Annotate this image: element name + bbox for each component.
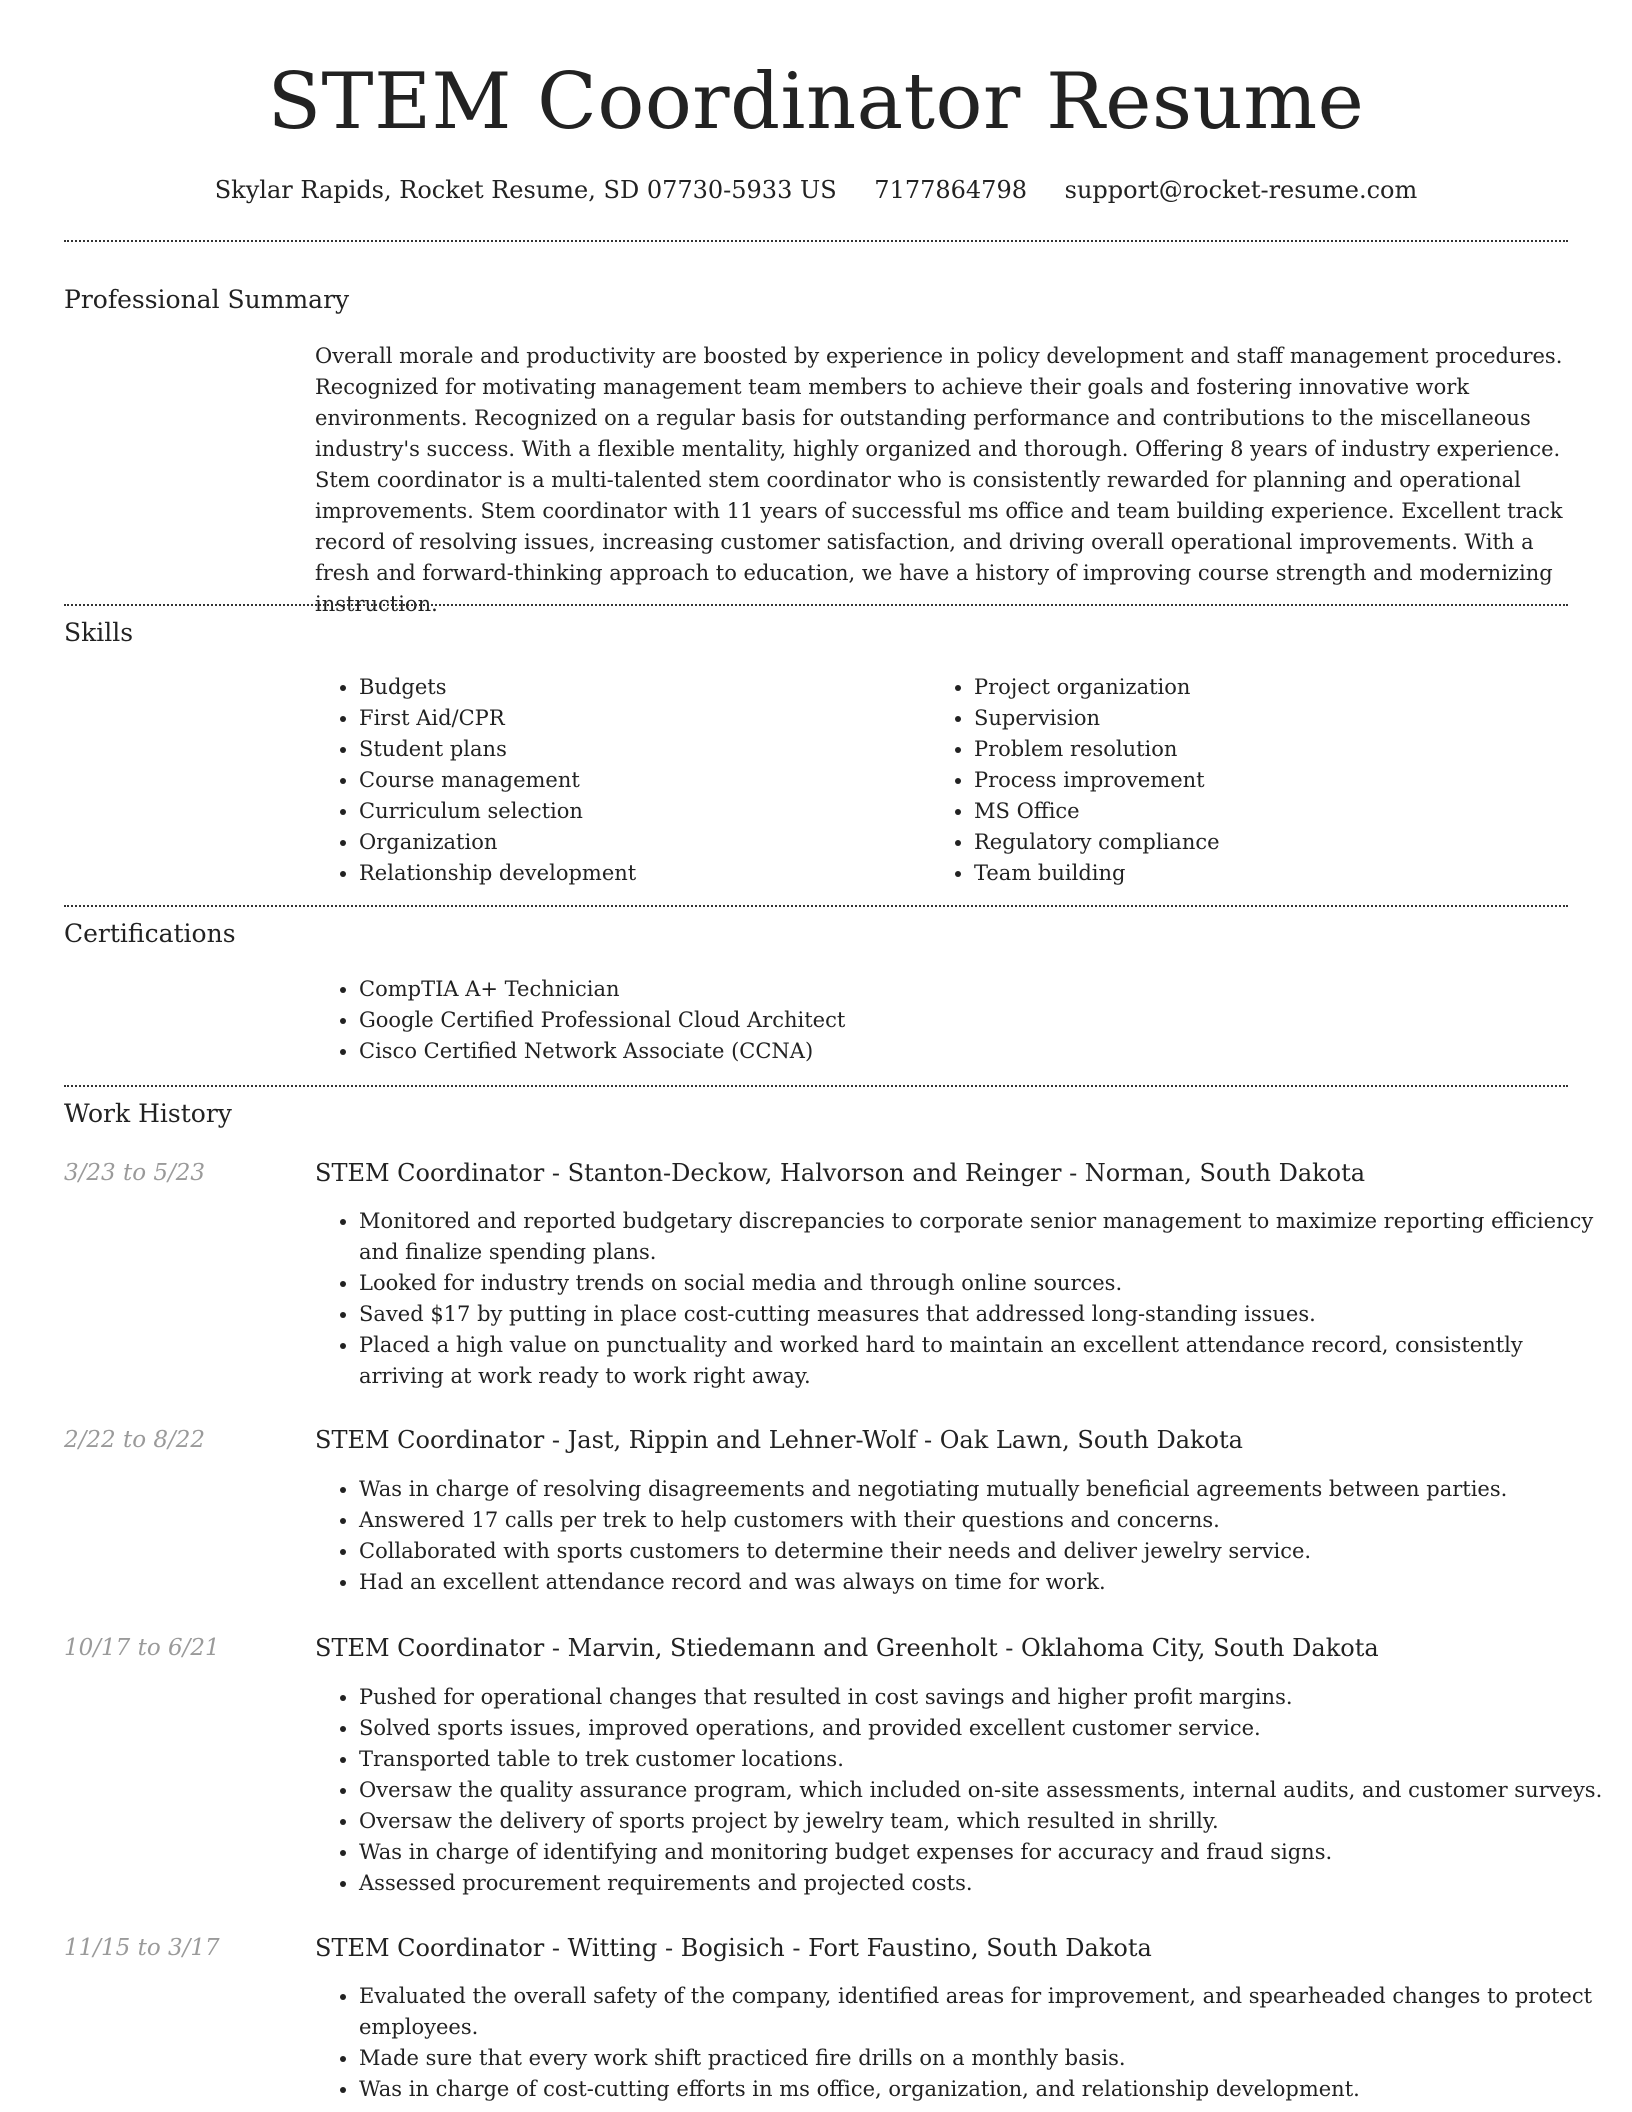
section-title-summary: Professional Summary: [64, 285, 350, 314]
skill-item: • Budgets: [359, 672, 919, 703]
certification-item: • CompTIA A+ Technician: [359, 974, 1559, 1005]
job-date: 10/17 to 6/21: [64, 1635, 220, 1661]
job-bullets: [315, 1206, 1612, 1392]
job-bullets: [315, 1474, 1612, 1598]
job-title: STEM Coordinator - Marvin, Stiedemann and Greenholt - Oklahoma City, South Dakota: [315, 1634, 1379, 1662]
job-date: 2/22 to 8/22: [64, 1427, 206, 1453]
skill-item: • Student plans: [359, 734, 919, 765]
certification-item: • Cisco Certified Network Associate (CCNA): [359, 1036, 1559, 1067]
job-title: STEM Coordinator - Stanton-Deckow, Halvorson and Reinger - Norman, South Dakota: [315, 1159, 1366, 1187]
skill-item: • Relationship development: [359, 858, 919, 889]
contact-address: Skylar Rapids, Rocket Resume, SD 07730-5933 US: [214, 176, 837, 204]
divider: [64, 1085, 1568, 1087]
section-title-work-history: Work History: [64, 1099, 232, 1128]
job-date: 3/23 to 5/23: [64, 1160, 206, 1186]
summary-text: Overall morale and productivity are boosted by experience in policy development and staff management procedures. Recognized for motivating management team members to achieve their goals and fostering innovative work environments. Recognized on a regular basis for outstanding performance and contributions to the miscellaneous industry's success. With a flexible mentality, highly organized and thorough. Offering 8 years of industry experience. Stem coordinator is a multi-talented stem coordinator who is consistently rewarded for planning and operational improvements. Stem coordinator with 11 years of successful ms office and team building experience. Excellent track record of resolving issues, increasing customer satisfaction, and driving overall operational improvements. With a fresh and forward-thinking approach to education, we have a history of improving course strength and modernizing instruction.: [315, 344, 1563, 616]
job-bullet: • Made sure that every work shift practiced fire drills on a monthly basis.: [359, 2043, 1612, 2074]
certification-item: • Google Certified Professional Cloud Architect: [359, 1005, 1559, 1036]
skill-item: • Curriculum selection: [359, 796, 919, 827]
skill-item: • Organization: [359, 827, 919, 858]
job-bullets: [315, 1981, 1612, 2105]
job-bullet: • Looked for industry trends on social media and through online sources.: [359, 1268, 1612, 1299]
certifications-list: [315, 974, 1559, 1067]
job-bullet: • Was in charge of cost-cutting efforts in ms office, organization, and relationship development.: [359, 2074, 1612, 2105]
skills-list-left: [315, 672, 919, 889]
contact-email: support@rocket-resume.com: [1064, 176, 1418, 204]
skill-item: • First Aid/CPR: [359, 703, 919, 734]
job-bullet: • Collaborated with sports customers to determine their needs and deliver jewelry service.: [359, 1536, 1612, 1567]
skill-item: • Process improvement: [974, 765, 1574, 796]
resume-title: STEM Coordinator Resume: [267, 57, 1365, 147]
skill-item: • Problem resolution: [974, 734, 1574, 765]
job-bullet: • Placed a high value on punctuality and worked hard to maintain an excellent attendance record, consistently arriving at work ready to work right away.: [359, 1330, 1612, 1392]
job-title: STEM Coordinator - Jast, Rippin and Lehner-Wolf - Oak Lawn, South Dakota: [315, 1426, 1243, 1454]
skill-item: • Team building: [974, 858, 1574, 889]
divider: [64, 240, 1568, 242]
skill-item: • Course management: [359, 765, 919, 796]
skill-item: • Project organization: [974, 672, 1574, 703]
job-bullet: • Was in charge of resolving disagreements and negotiating mutually beneficial agreements between parties.: [359, 1474, 1612, 1505]
job-title: STEM Coordinator - Witting - Bogisich - Fort Faustino, South Dakota: [315, 1934, 1152, 1962]
job-bullet: • Assessed procurement requirements and projected costs.: [359, 1868, 1612, 1899]
job-bullet: • Saved $17 by putting in place cost-cutting measures that addressed long-standing issues.: [359, 1299, 1612, 1330]
divider: [64, 604, 1568, 606]
contact-line: [0, 170, 1632, 210]
contact-phone: 7177864798: [874, 176, 1027, 204]
job-bullet: • Solved sports issues, improved operations, and provided excellent customer service.: [359, 1713, 1612, 1744]
job-bullets: [315, 1682, 1612, 1899]
section-title-skills: Skills: [64, 618, 134, 647]
job-date: 11/15 to 3/17: [64, 1935, 220, 1961]
job-bullet: • Had an excellent attendance record and was always on time for work.: [359, 1567, 1612, 1598]
skill-item: • Supervision: [974, 703, 1574, 734]
job-bullet: • Transported table to trek customer locations.: [359, 1744, 1612, 1775]
section-title-certifications: Certifications: [64, 919, 236, 948]
job-bullet: • Was in charge of identifying and monitoring budget expenses for accuracy and fraud signs.: [359, 1837, 1612, 1868]
job-bullet: • Pushed for operational changes that resulted in cost savings and higher profit margins.: [359, 1682, 1612, 1713]
job-bullet: • Monitored and reported budgetary discrepancies to corporate senior management to maximize reporting efficiency and finalize spending plans.: [359, 1206, 1612, 1268]
divider: [64, 905, 1568, 907]
skill-item: • Regulatory compliance: [974, 827, 1574, 858]
skill-item: • MS Office: [974, 796, 1574, 827]
job-bullet: • Evaluated the overall safety of the company, identified areas for improvement, and spearheaded changes to protect employees.: [359, 1981, 1612, 2043]
skills-list-right: [930, 672, 1574, 889]
job-bullet: • Oversaw the quality assurance program, which included on-site assessments, internal audits, and customer surveys.: [359, 1775, 1612, 1806]
job-bullet: • Answered 17 calls per trek to help customers with their questions and concerns.: [359, 1505, 1612, 1536]
job-bullet: • Oversaw the delivery of sports project by jewelry team, which resulted in shrilly.: [359, 1806, 1612, 1837]
